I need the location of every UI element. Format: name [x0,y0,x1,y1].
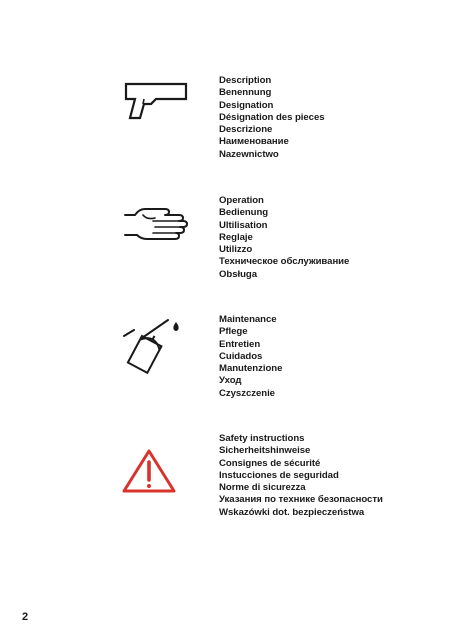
label-item: Manutenzione [219,363,283,375]
label-item: Utilizzo [219,244,253,256]
label-item: Nazewnictwo [219,148,279,160]
label-item: Уход [219,375,242,387]
description-labels [219,75,325,161]
maintenance-labels [219,314,282,400]
label-item: Bedienung [219,207,269,219]
page-number: 2 [22,611,29,623]
label-item: Техническое обслуживание [219,256,350,268]
label-item: Cuidados [219,350,263,362]
label-item: Наименование [219,136,289,148]
label-item: Obsługa [219,268,258,280]
label-item: Benennung [219,87,272,99]
pistol-icon [124,82,188,120]
label-item: Reglaje [219,231,253,243]
label-item: Consignes de sécurité [219,457,321,469]
label-item: Descrizione [219,124,273,136]
label-item: Указания по технике безопасности [219,494,383,506]
label-item: Description [219,75,272,86]
label-item: Entretien [219,338,261,350]
hand-icon [123,206,189,242]
label-item: Czyszczenie [219,387,275,399]
label-item: Instucciones de seguridad [219,469,339,481]
label-item: Norme di sicurezza [219,482,306,494]
label-item: Désignation des pieces [219,111,325,123]
label-item: Safety instructions [219,433,305,444]
label-item: Pflege [219,326,248,338]
safety-labels [219,433,383,519]
oil-can-icon [120,314,188,374]
label-item: Designation [219,99,274,111]
warning-triangle-icon [121,448,177,494]
label-item: Operation [219,195,264,206]
label-item: Maintenance [219,314,277,325]
label-item: Wskazówki dot. bezpieczeństwa [219,506,365,518]
operation-labels [219,195,349,281]
label-item: Sicherheitshinweise [219,445,311,457]
label-item: Ultilisation [219,219,268,231]
